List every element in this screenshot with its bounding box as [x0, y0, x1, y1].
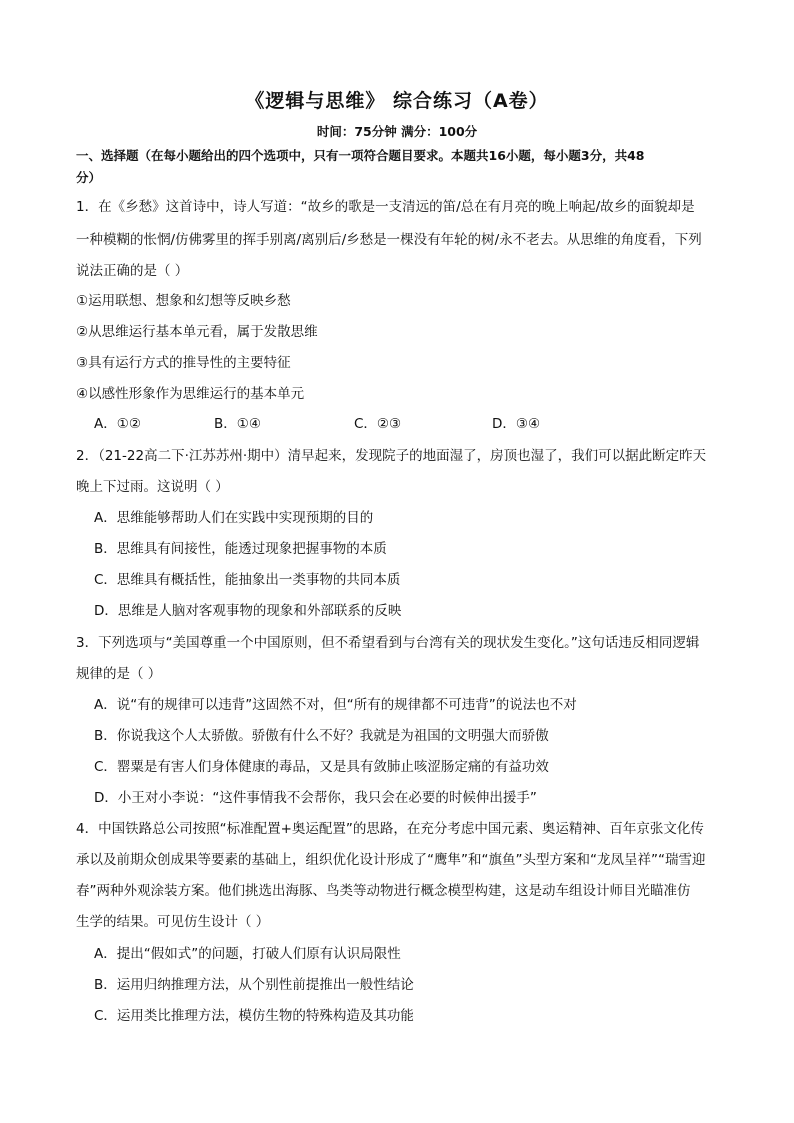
- q4-stem-line: 承以及前期众创成果等要素的基础上，组织优化设计形成了“鹰隼”和“旗鱼”头型方案和“龙凤呈祥”“瑞雪迎: [76, 852, 706, 868]
- page-title: 《逻辑与思维》 综合练习（A卷）: [245, 90, 549, 112]
- q4-option-b[interactable]: B．运用归纳推理方法，从个别性前提推出一般性结论: [94, 977, 414, 993]
- q1-choice-b[interactable]: B．①④: [214, 416, 261, 432]
- q3-stem-line: 规律的是（ ）: [76, 666, 162, 682]
- q4-stem-line: 生学的结果。可见仿生设计（ ）: [76, 914, 270, 930]
- q1-stem-line: 说法正确的是（ ）: [76, 263, 189, 279]
- q2-stem-line: 2．（21-22高二下·江苏苏州·期中）清早起来，发现院子的地面湿了，房顶也湿了，我们可以据此断定昨天: [76, 448, 707, 464]
- q1-stem-line: 1．在《乡愁》这首诗中，诗人写道：“故乡的歌是一支清远的笛/总在有月亮的晚上响起/故乡的面貌却是: [76, 199, 695, 215]
- q4-option-c[interactable]: C．运用类比推理方法，模仿生物的特殊构造及其功能: [94, 1008, 414, 1024]
- q2-option-d[interactable]: D．思维是人脑对客观事物的现象和外部联系的反映: [94, 603, 402, 619]
- section-heading: 一、选择题（在每小题给出的四个选项中，只有一项符合题目要求。本题共16小题，每小题3分，共48: [76, 148, 645, 163]
- q2-stem-line: 晚上下过雨。这说明（ ）: [76, 479, 229, 495]
- section-heading-cont: 分）: [76, 170, 102, 185]
- q1-item: ①运用联想、想象和幻想等反映乡愁: [76, 293, 291, 309]
- q3-option-b[interactable]: B．你说我这个人太骄傲。骄傲有什么不好？我就是为祖国的文明强大而骄傲: [94, 728, 549, 744]
- q3-option-a[interactable]: A．说“有的规律可以违背”这固然不对，但“所有的规律都不可违背”的说法也不对: [94, 697, 577, 713]
- q2-option-b[interactable]: B．思维具有间接性，能透过现象把握事物的本质: [94, 541, 387, 557]
- q1-stem-line: 一种模糊的怅惘/仿佛雾里的挥手别离/离别后/乡愁是一棵没有年轮的树/永不老去。从思维的角度看，下列: [76, 232, 702, 248]
- q4-stem-line: 春”两种外观涂装方案。他们挑选出海豚、鸟类等动物进行概念模型构建，这是动车组设计师目光瞄准仿: [76, 883, 691, 899]
- q1-choice-c[interactable]: C．②③: [354, 416, 402, 432]
- q1-item: ④以感性形象作为思维运行的基本单元: [76, 386, 305, 402]
- q3-option-c[interactable]: C．罂粟是有害人们身体健康的毒品，又是具有敛肺止咳涩肠定痛的有益功效: [94, 759, 549, 775]
- q1-item: ②从思维运行基本单元看，属于发散思维: [76, 324, 318, 340]
- q1-choice-a[interactable]: A．①②: [94, 416, 141, 432]
- q2-option-a[interactable]: A．思维能够帮助人们在实践中实现预期的目的: [94, 510, 374, 526]
- q1-choice-d[interactable]: D．③④: [492, 416, 541, 432]
- q4-option-a[interactable]: A．提出“假如式”的问题，打破人们原有认识局限性: [94, 946, 401, 962]
- exam-meta: 时间：75分钟 满分：100分: [316, 124, 478, 139]
- q4-stem-line: 4．中国铁路总公司按照“标准配置+奥运配置”的思路，在充分考虑中国元素、奥运精神、百年京张文化传: [76, 821, 704, 837]
- q3-stem-line: 3．下列选项与“美国尊重一个中国原则，但不希望看到与台湾有关的现状发生变化。”这句话违反相同逻辑: [76, 635, 700, 651]
- q1-item: ③具有运行方式的推导性的主要特征: [76, 355, 291, 371]
- q2-option-c[interactable]: C．思维具有概括性，能抽象出一类事物的共同本质: [94, 572, 401, 588]
- q3-option-d[interactable]: D．小王对小李说：“这件事情我不会帮你，我只会在必要的时候伸出援手”: [94, 790, 537, 806]
